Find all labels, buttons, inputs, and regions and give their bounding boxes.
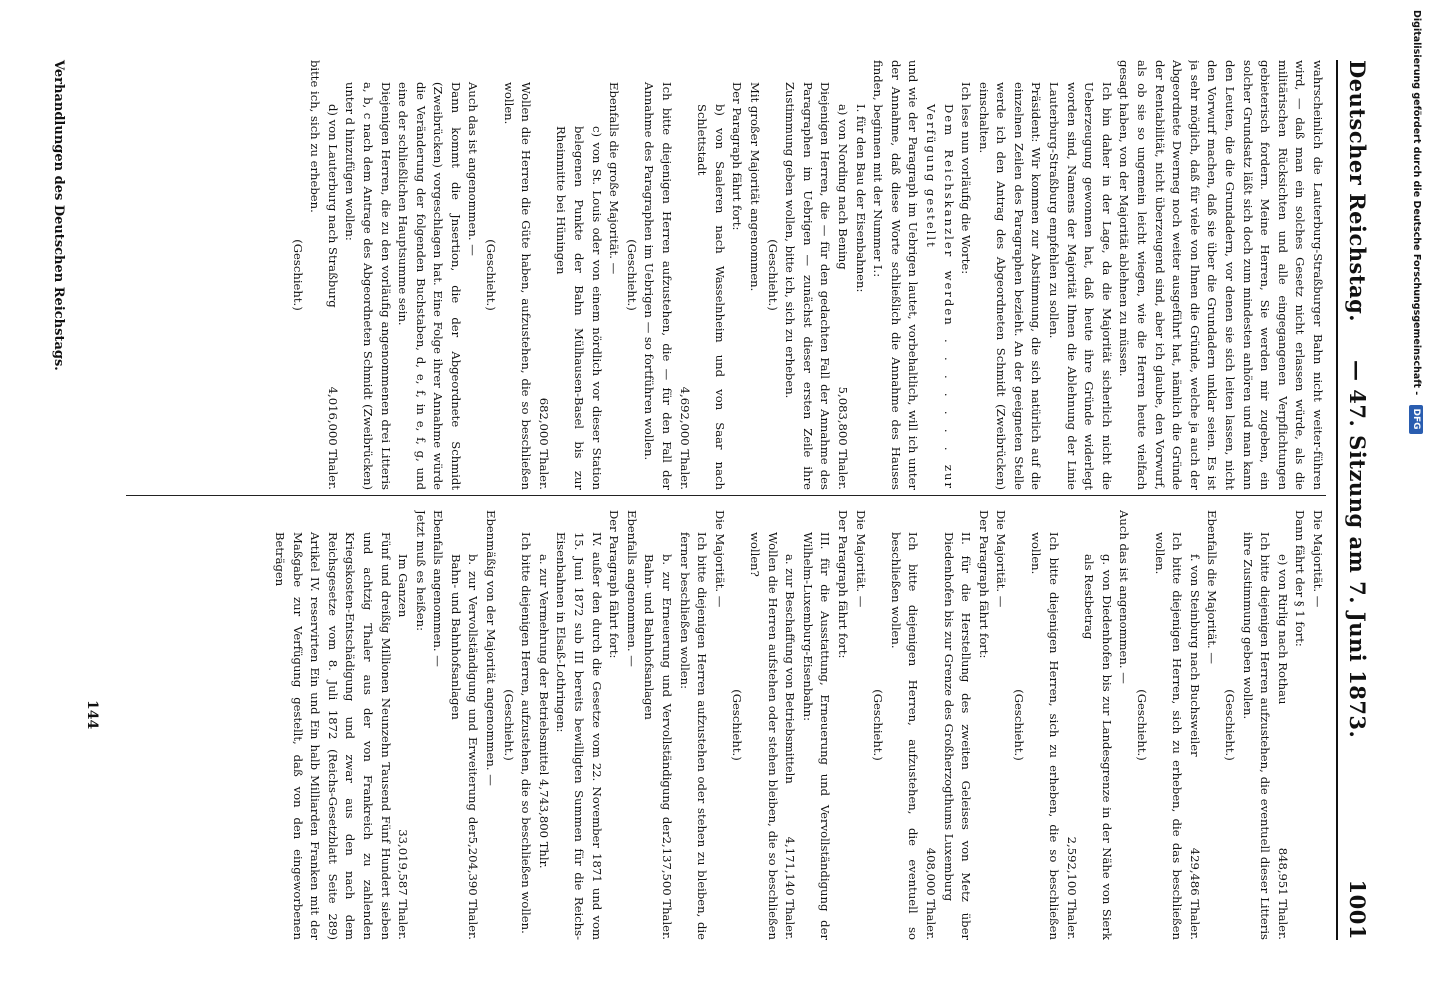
paragraph: Diejenigen Herren, die — für den gedachten Fall der Annahme des Paragraphen im Uebrigen — zunächst dieser ersten Zeile ihre Zustimmung geben wollen, bitte ich, sich zu erheben. <box>783 82 833 490</box>
amount-line <box>640 510 675 940</box>
amount-line <box>394 510 412 940</box>
paragraph: Ich bitte diejenigen Herren, sich zu erheben, die so beschließen wollen. <box>1029 532 1062 940</box>
paragraph: Die Majorität. — <box>1311 510 1325 608</box>
page-number: 1001 <box>1345 879 1370 940</box>
stage-direction: (Geschieht.) <box>730 689 745 761</box>
paragraph: Der Paragraph fährt fort: <box>835 510 850 659</box>
paragraph: a. zur Vermehrung der Betriebsmittel 4,743,800 Thlr. <box>536 554 551 869</box>
amount-label: f. von Steinburg nach Buchsweiler <box>1187 554 1202 757</box>
amount-value: 5,083,800 Thaler. <box>835 386 850 490</box>
stage-direction: (Geschieht.) <box>1223 689 1238 761</box>
amount-label: b. zur Erneuerung und Vervollständigung der Bahn- und Bahnhofsanlagen <box>642 554 675 837</box>
paragraph: Jetzt muß es heißen: <box>413 510 428 632</box>
paragraph: Ich lese nun vorläufig die Worte: <box>959 82 974 275</box>
paragraph: Fünf und dreißig Millionen Neunzehn Tausend Fünf Hundert sieben und achtzig Thaler aus der von Frankreich zu zahlenden Kriegskosten-Entschädigung und zwar aus den nach dem Reichsgesetze vom 8. Juli 1872 (Reichs-Gesetzblatt Seite 289) Artikel IV. reservirten Ein und Ein halb Milliarden Franken mit der Maßgabe zur Verfügung gestellt, daß von den eingeworbenen Beträgen <box>272 532 393 940</box>
paragraph: Ich bitte diejenigen Herren, aufzustehen, die so beschließen wollen. <box>519 532 534 934</box>
paragraph: Dann fährt der § 1 fort: <box>1293 510 1308 647</box>
paragraph: Ebenfalls angenommen. — <box>431 510 446 667</box>
amount-line <box>1273 510 1291 940</box>
paragraph: I. für den Bau der Eisenbahnen: <box>853 104 868 293</box>
stage-direction: (Geschieht.) <box>765 239 780 311</box>
paragraph: b) von Saaleren nach Wasselnheim und von Saar nach Schlettstadt <box>695 104 727 490</box>
amount-label: a. zur Beschaffung von Betriebsmitteln <box>783 554 798 784</box>
paragraph: bitte ich, sich zu erheben. <box>308 60 323 213</box>
amount-value: 848,951 Thaler. <box>1275 847 1290 940</box>
left-column <box>86 60 1326 490</box>
amount-label: Im Ganzen <box>396 554 411 618</box>
paragraph: Präsident: Wir kommen zur Abstimmung, die sich natürlich auf die einzelnen Zeilen des Paragraphen bezieht. An der geeigneten Stelle werde ich den Antrag des Abgeordneten Schmidt (Zweibrücken) einschalten. <box>976 82 1044 490</box>
header-center: — 47. Sitzung am 7. Juni 1873. <box>1345 360 1370 739</box>
paragraph: Ich bitte diejenigen Herren, aufzustehen, die eventuell so beschließen wollen. <box>888 532 921 940</box>
amount-line <box>1062 510 1080 940</box>
stage-direction: (Geschieht.) <box>290 239 305 311</box>
paragraph: Ich bitte diejenigen Herren aufzustehen oder stehen zu bleiben, die ferner beschließen wollen: <box>677 532 710 940</box>
paragraph: Die Majorität. — <box>853 510 868 608</box>
paragraph: Diejenigen Herren, die zu den vorläufig angenommenen drei Litteris a, b, c nach dem Antrage des Abgeordneten Schmidt (Zweibrücken) unter d hinzufügen wollen: <box>343 82 393 490</box>
paragraph: Ich bitte diejenigen Herren, sich zu erheben, die das beschließen wollen. <box>1152 532 1185 940</box>
amount-value: 429,486 Thaler. <box>1187 847 1202 940</box>
signature-mark: 144 <box>84 700 100 730</box>
dfg-logo-icon: DFG <box>1409 405 1423 434</box>
amount-line <box>534 60 552 490</box>
paragraph: Dem Reichskanzler werden . . . . . . . zur Verfügung gestellt <box>923 104 956 490</box>
paragraph: Mit großer Majorität angenommen. <box>748 82 762 292</box>
paragraph: Ebenfalls die Majorität. — <box>1205 510 1220 664</box>
paragraph: Ich bitte diejenigen Herren aufzustehen, die eventuell dieser Litteris ihre Zustimmung geben wollen. <box>1240 532 1273 940</box>
paragraph: Wollen die Herren die Güte haben, aufzustehen, die so beschließen wollen. <box>501 82 534 490</box>
paragraph: Ebenfalls die große Majorität. — <box>607 82 622 275</box>
paragraph: Wollen die Herren aufstehen oder stehen bleiben, die so beschließen wollen? <box>748 532 780 940</box>
paragraph: Die Majorität. — <box>994 510 1009 608</box>
paragraph: IV. außer den durch die Gesetze vom 22. November 1871 und vom 15. Juni 1872 sub III bereits bewilligten Summen für die Reichs-Eisenbahnen in Elsaß-Lothringen: <box>554 532 604 940</box>
stage-direction: (Geschieht.) <box>1011 689 1026 761</box>
paragraph: Der Paragraph fährt fort: <box>607 510 622 659</box>
right-column <box>86 510 1326 940</box>
amount-line <box>1185 510 1203 940</box>
amount-value: 408,000 Thaler. <box>923 847 938 940</box>
running-head <box>1336 60 1372 940</box>
stage-direction: (Geschieht.) <box>624 239 639 311</box>
paragraph: und wie der Paragraph im Uebrigen lautet, vorbehaltlich, will ich unter der Annahme, daß diese Worte schließlich die Annahme des Hauses finden, beginnen mit der Nummer I.: <box>871 60 921 490</box>
amount-value: 2,592,100 Thaler. <box>1064 836 1079 940</box>
amount-value: 33,019,587 Thaler. <box>396 829 411 940</box>
paragraph: Dann kommt die Jnsertion, die der Abgeordnete Schmidt (Zweibrücken) vorgeschlagen hat. Eine Folge ihrer Annahme würde die Veränderung der folgenden Buchstaben, d, e, f, in e, f, g, und eine der schließlichen Hauptsumme sein. <box>396 82 463 490</box>
digitization-credit <box>1405 10 1427 990</box>
paragraph: g. von Diedenhofen bis zur Landesgrenze in der Nähe von Sierk als Restbetrag <box>1082 554 1114 940</box>
amount-label: d) von Lauterburg nach Straßburg <box>325 104 340 308</box>
paragraph: III. für die Ausstattung, Erneuerung und Vervollständigung der Wilhelm-Luxemburg-Eisenbahn: <box>800 532 833 940</box>
amount-line <box>781 510 799 940</box>
paragraph: Ebenfalls angenommen. — <box>624 510 639 667</box>
amount-value: 4,171,140 Thaler. <box>783 836 798 940</box>
paragraph: Ich bitte diejenigen Herren aufzustehen, die — für den Fall der Annahme des Paragraphen im Uebrigen — so fortführen wollen. <box>642 82 675 490</box>
paragraph: Der Paragraph fährt fort: <box>976 510 991 659</box>
paragraph: II. für die Herstellung des zweiten Geleises von Metz über Diedenhofen bis zur Grenze des Großherzogthums Luxemburg <box>941 532 974 940</box>
paragraph: Auch das ist angenommen. — <box>466 82 481 256</box>
column-divider <box>126 495 1326 496</box>
paragraph: wahrscheinlich die Lauterburg-Straßburger Bahn nicht weiter-führen wird, — daß man ein solches Gesetz nicht erlassen würde, als die militärischen Rücksichten und alle eingegangenen Verpflichtungen gebieterisch fordern. Meine Herren, Sie werden mir zugeben, ein solcher Grundsatz läßt sich doch zum mindesten anhören und man kann den Leuten, die die Grundadern, vor denen sie sich leiten lassen, nicht den Vorwurf machen, daß sie über die Grundadern unklar seien. Es ist ja sehr möglich, daß für viele von Ihnen die Gründe, welche ja auch der Abgeordnete Dwerneg noch weiter ausgeführt hat, nämlich die Gründe der Rentabilität, nicht überzeugend sind, aber ich glaube, den Vorwurf, als ob sie so ungemein leicht wiegen, wie die Herren heute vielfach gesagt haben, von der Majorität ablehnen zu müssen. <box>1117 60 1325 490</box>
amount-value: 4,016,000 Thaler. <box>325 386 340 490</box>
amount-line <box>921 510 939 940</box>
amount-label: a) von Nording nach Bening <box>835 104 850 270</box>
stage-direction: (Geschieht.) <box>1135 689 1150 761</box>
amount-value: 5,204,390 Thaler. <box>466 836 481 940</box>
amount-line <box>323 60 341 490</box>
amount-label: b. zur Vervollständigung und Erweiterung der Bahn- und Bahnhofsanlagen <box>448 554 481 837</box>
paragraph: Auch das ist angenommen. — <box>1117 510 1132 684</box>
stage-direction: (Geschieht.) <box>871 689 886 761</box>
paragraph: Der Paragraph fährt fort: <box>730 82 745 231</box>
stage-direction: (Geschieht.) <box>484 239 499 311</box>
footer-title: Verhandlungen des Deutschen Reichstags. <box>51 60 66 371</box>
amount-value: 2,137,500 Thaler. <box>660 836 675 940</box>
amount-line <box>833 60 851 490</box>
amount-line <box>675 60 693 490</box>
amount-value: 4,692,000 Thaler. <box>677 386 692 490</box>
amount-label: e) von Rirlig nach Rothau <box>1275 554 1290 705</box>
header-left: Deutscher Reichstag. <box>1345 60 1370 323</box>
paragraph: Ebenmäßig von der Majorität angenommen. — <box>484 510 499 786</box>
paragraph: c) von St. Louis oder von einem nördlich vor dieser Station belegenen Punkte der Bahn Mülhausen-Basel bis zur Rheinmitte bei Hüningen <box>554 126 604 490</box>
credit-text: Digitalisierung gefördert durch die Deutsche Forschungsgemeinschaft - <box>1411 10 1422 396</box>
stage-direction: (Geschieht.) <box>501 689 516 761</box>
paragraph: Ich bin daher in der Lage, da die Majorität sicherlich nicht die Ueberzeugung gewonnen hat, daß heute ihre Gründe widerlegt worden sind, Namens der Majorität Ihnen die Ablehnung der Linie Lauterburg-Straßburg empfehlen zu sollen. <box>1047 82 1114 490</box>
paragraph: Die Majorität. — <box>712 510 727 608</box>
amount-value: 682,000 Thaler. <box>536 397 551 490</box>
amount-line <box>446 510 481 940</box>
